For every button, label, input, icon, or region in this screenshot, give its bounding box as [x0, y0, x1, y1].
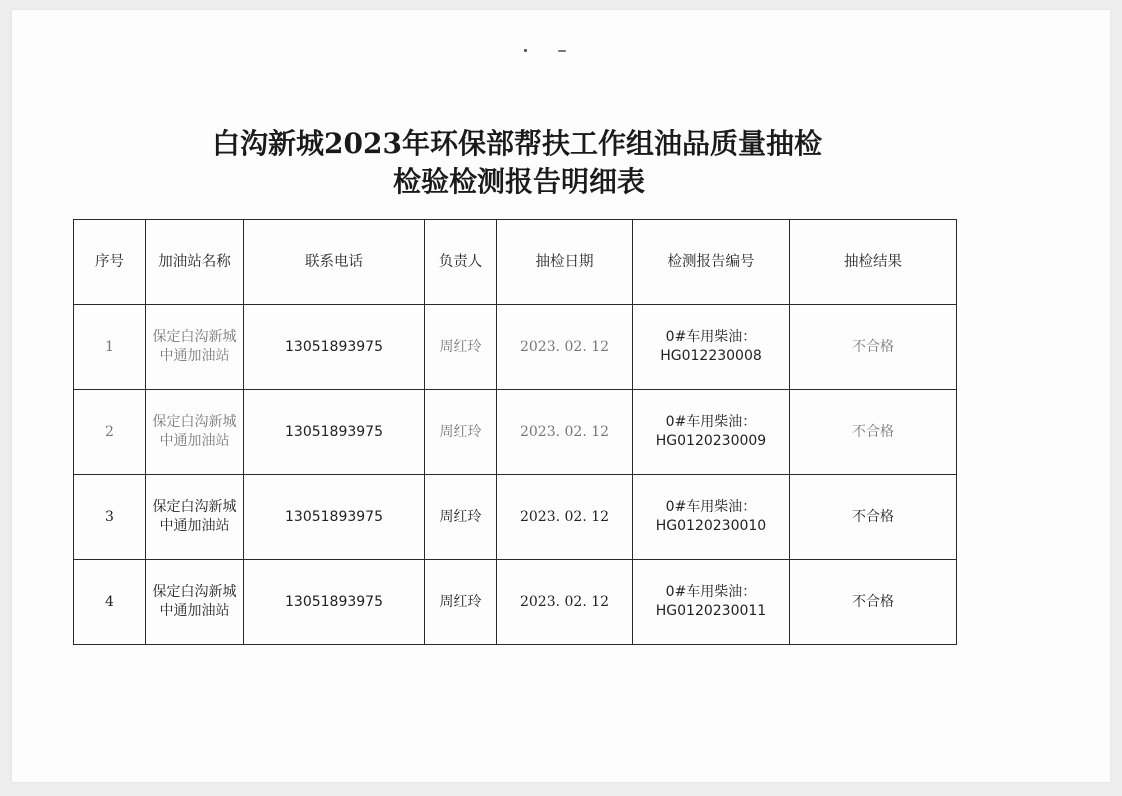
station-name-line1: 保定白沟新城 — [152, 499, 237, 515]
cell-phone: 13051893975 — [244, 560, 425, 645]
station-name-line1: 保定白沟新城 — [152, 329, 237, 345]
cell-serial-no: 4 — [74, 560, 146, 645]
cell-date: 2023. 02. 12 — [497, 560, 633, 645]
report-code: HG0120230010 — [655, 518, 767, 534]
header-serial-no: 序号 — [74, 220, 146, 305]
scan-specks — [524, 48, 584, 56]
cell-report-number — [633, 560, 790, 645]
cell-date: 2023. 02. 12 — [497, 390, 633, 475]
cell-serial-no: 2 — [74, 390, 146, 475]
station-name-line2: 中通加油站 — [159, 603, 230, 619]
report-fuel-type: 0#车用柴油： — [665, 329, 757, 345]
report-code: HG012230008 — [660, 348, 762, 364]
cell-result: 不合格 — [790, 475, 957, 560]
station-name-line2: 中通加油站 — [159, 433, 230, 449]
cell-report-number — [633, 475, 790, 560]
cell-result: 不合格 — [790, 305, 957, 390]
report-fuel-type: 0#车用柴油： — [665, 499, 757, 515]
header-person-in-charge: 负责人 — [425, 220, 497, 305]
inspection-report-table — [73, 219, 957, 645]
report-fuel-type: 0#车用柴油： — [665, 584, 757, 600]
report-code: HG0120230009 — [655, 433, 767, 449]
table-row — [74, 305, 957, 390]
cell-date: 2023. 02. 12 — [497, 305, 633, 390]
table-header-row — [74, 220, 957, 305]
station-name-line2: 中通加油站 — [159, 518, 230, 534]
cell-report-number — [633, 305, 790, 390]
station-name-line2: 中通加油站 — [159, 348, 230, 364]
cell-serial-no: 3 — [74, 475, 146, 560]
document-title-line2: 检验检测报告明细表 — [392, 165, 645, 198]
table-row — [74, 560, 957, 645]
document-title-line1: 白沟新城2023年环保部帮扶工作组油品质量抽检 — [212, 127, 822, 160]
cell-person: 周红玲 — [425, 390, 497, 475]
cell-phone: 13051893975 — [244, 475, 425, 560]
scan-speck — [524, 49, 527, 52]
header-report-number: 检测报告编号 — [633, 220, 790, 305]
report-code: HG0120230011 — [655, 603, 767, 619]
cell-phone: 13051893975 — [244, 305, 425, 390]
station-name-line1: 保定白沟新城 — [152, 584, 237, 600]
header-phone: 联系电话 — [244, 220, 425, 305]
report-fuel-type: 0#车用柴油： — [665, 414, 757, 430]
header-inspection-date: 抽检日期 — [497, 220, 633, 305]
cell-serial-no: 1 — [74, 305, 146, 390]
station-name-line1: 保定白沟新城 — [152, 414, 237, 430]
cell-result: 不合格 — [790, 390, 957, 475]
cell-report-number — [633, 390, 790, 475]
cell-person: 周红玲 — [425, 560, 497, 645]
table-row — [74, 390, 957, 475]
table-row — [74, 475, 957, 560]
cell-date: 2023. 02. 12 — [497, 475, 633, 560]
header-inspection-result: 抽检结果 — [790, 220, 957, 305]
cell-result: 不合格 — [790, 560, 957, 645]
cell-station-name — [146, 475, 244, 560]
cell-station-name — [146, 560, 244, 645]
header-station-name: 加油站名称 — [146, 220, 244, 305]
cell-person: 周红玲 — [425, 305, 497, 390]
cell-station-name — [146, 390, 244, 475]
cell-phone: 13051893975 — [244, 390, 425, 475]
scan-speck — [558, 50, 566, 52]
cell-person: 周红玲 — [425, 475, 497, 560]
cell-station-name — [146, 305, 244, 390]
